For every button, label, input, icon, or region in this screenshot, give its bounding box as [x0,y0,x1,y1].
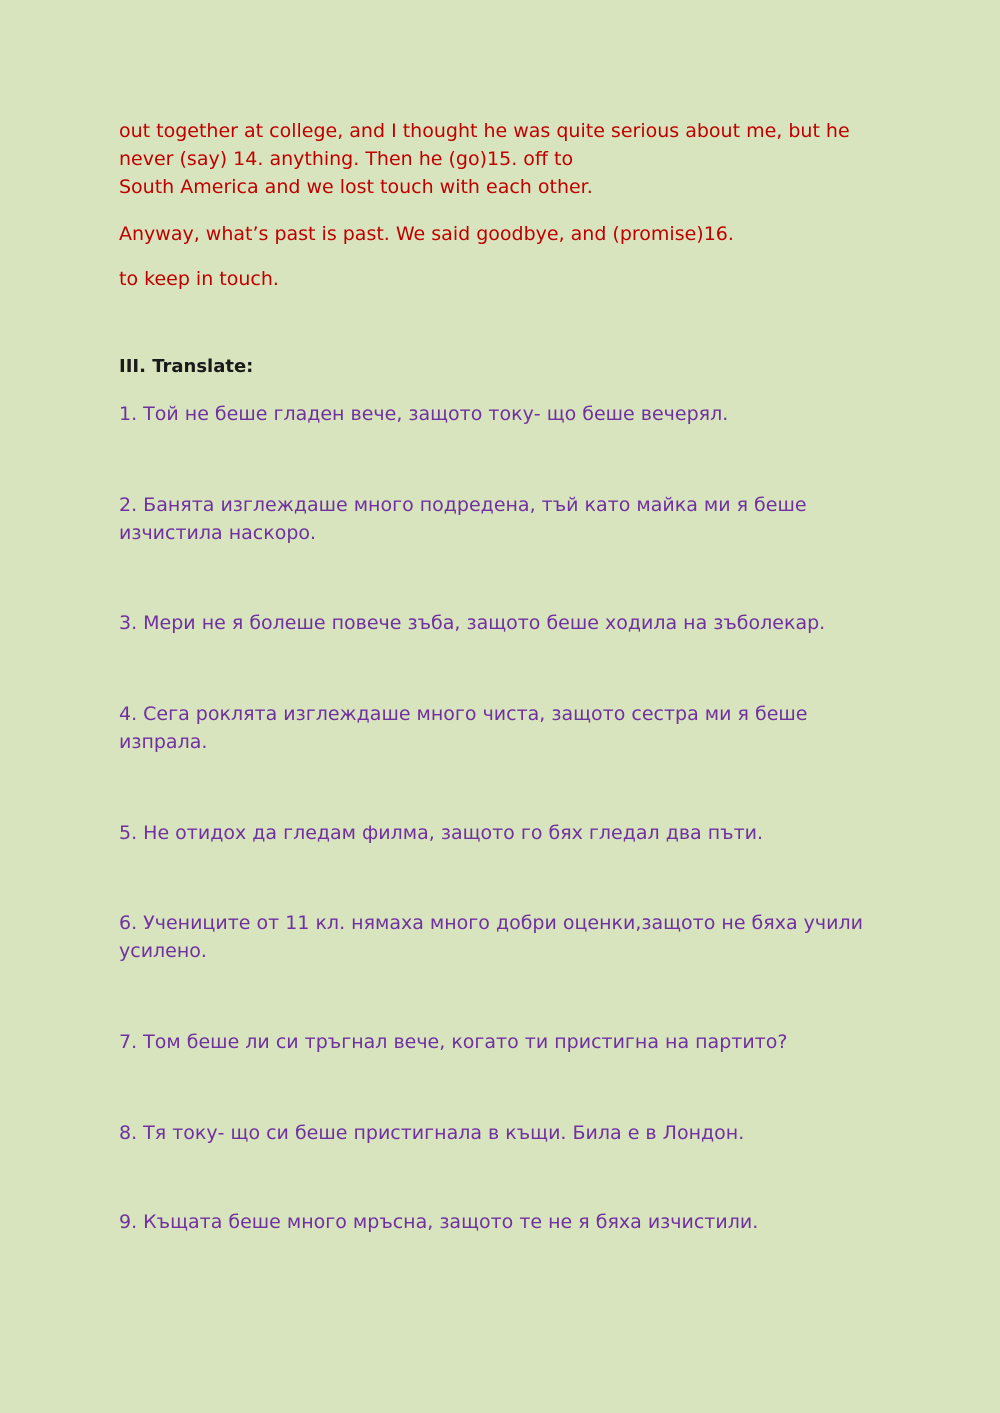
item-line-continued: изчистила наскоро. [119,522,317,544]
passage-line-3: South America and we lost touch with each other. [119,176,593,198]
passage-line-2-part-b: anything. Then he (go)15. [269,148,518,170]
item-line: 3. Мери не я болеше повече зъба, защото беше ходила на зъболекар. [119,612,826,634]
translate-item-6 [119,909,879,965]
item-line: 7. Том беше ли си тръгнал вече, когато ти пристигна на партито? [119,1031,788,1053]
passage-line-2-part-a: never (say) 14. [119,148,264,170]
item-line-continued: изпрала. [119,731,208,753]
passage-paragraph [119,117,869,201]
passage-line-2 [119,145,868,173]
passage-line-5: to keep in touch. [119,268,279,290]
translate-item-4 [119,700,879,756]
section-heading: III. Translate: [119,356,254,377]
translate-item-1 [119,400,879,428]
item-line: 2. Банята изглеждаше много подредена, тъй като майка ми я беше [119,494,807,516]
item-line: 4. Сега роклята изглеждаше много чиста, защото сестра ми я беше [119,703,808,725]
translate-item-8 [119,1119,879,1147]
item-line-continued: усилено. [119,940,207,962]
item-line: 9. Къщата беше много мръсна, защото те не я бяха изчистили. [119,1211,759,1233]
item-line: 5. Не отидох да гледам филма, защото го бях гледал два пъти. [119,822,764,844]
item-line: 1. Той не беше гладен вече, защото току- що беше вечерял. [119,403,729,425]
passage-line-1: out together at college, and I thought he was quite serious about me, but he [119,120,850,142]
translate-item-5 [119,819,879,847]
translate-item-2 [119,491,879,547]
translate-item-9 [119,1208,879,1236]
translate-item-7 [119,1028,879,1056]
item-line: 8. Тя току- що си беше пристигнала в къщи. Била е в Лондон. [119,1122,745,1144]
item-line: 6. Учениците от 11 кл. нямаха много добри оценки,защото не бяха учили [119,912,863,934]
passage-line-2-part-c: off to [523,148,574,170]
translate-item-3 [119,609,879,637]
passage-line-4: Anyway, what’s past is past. We said goodbye, and (promise)16. [119,223,734,245]
